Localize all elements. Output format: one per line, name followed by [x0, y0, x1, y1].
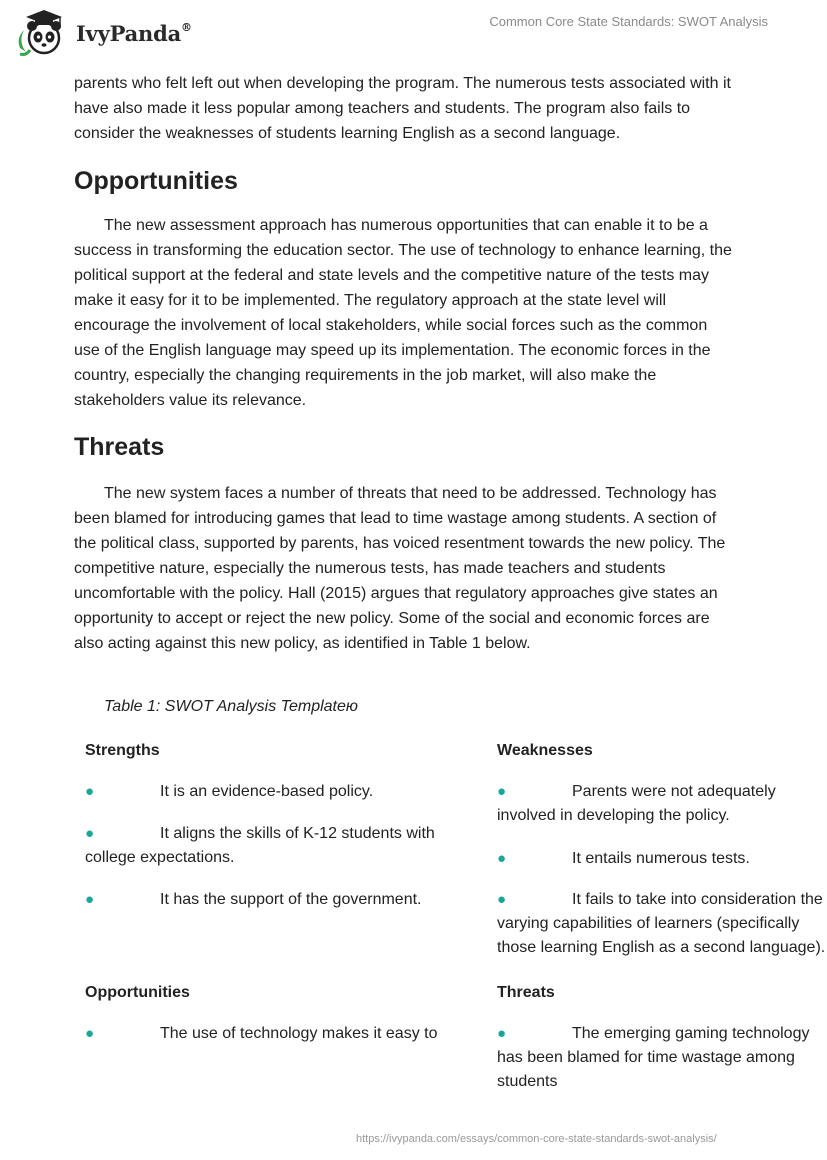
section-heading-opportunities: Opportunities	[74, 167, 238, 195]
threats-item: ● The emerging gaming technology has been blamed for time wastage among students	[497, 1022, 827, 1094]
threats-heading: Threats	[497, 984, 555, 1001]
intro-paragraph-block	[74, 71, 734, 146]
footer-source-link[interactable]: https://ivypanda.com/essays/common-core-state-standards-swot-analysis/	[356, 1133, 717, 1145]
strengths-heading: Strengths	[85, 742, 160, 759]
strengths-item: ● It aligns the skills of K-12 students with college expectations.	[85, 822, 465, 870]
weaknesses-item: ● Parents were not adequately involved in developing the policy.	[497, 780, 827, 828]
strengths-item: ● It has the support of the government.	[85, 888, 465, 912]
document-title: Common Core State Standards: SWOT Analysis	[489, 14, 768, 29]
intro-paragraph: parents who felt left out when developing the program. The numerous tests associated with it have also made it less popular among teachers and students. The program also fails to consider the weaknesses of students learning English as a second language.	[74, 75, 731, 142]
strengths-item: ● It is an evidence-based policy.	[85, 780, 465, 804]
bullet-icon: ●	[497, 850, 507, 867]
bullet-icon: ●	[497, 783, 507, 800]
opportunities-paragraph: The new assessment approach has numerous opportunities that can enable it to be a success in transforming the education sector. The use of technology to enhance learning, the political support at the federal and state levels and the competitive nature of the tests may make it easy for it to be implemented. The regulatory approach at the state level will encourage the involvement of local stakeholders, while social forces such as the common use of the English language may speed up its implementation. The economic forces in the country, especially the changing requirements in the job market, will also make the stakeholders value its relevance.	[74, 217, 732, 409]
weaknesses-heading: Weaknesses	[497, 742, 593, 759]
panda-graduation-cap-icon	[14, 8, 74, 60]
bullet-icon: ●	[85, 783, 95, 800]
bullet-icon: ●	[85, 825, 95, 842]
bullet-icon: ●	[497, 1025, 507, 1042]
threats-paragraph: The new system faces a number of threats that need to be addressed. Technology has been blamed for introducing games that lead to time wastage among students. A section of the political class, supported by parents, has voiced resentment towards the new policy. The competitive nature, especially the numerous tests, has made teachers and students uncomfortable with the policy. Hall (2015) argues that regulatory approaches give states an opportunity to accept or reject the new policy. Some of the social and economic forces are also acting against this new policy, as identified in Table 1 below.	[74, 485, 726, 652]
opportunities-paragraph-block	[74, 213, 734, 413]
section-heading-threats: Threats	[74, 433, 165, 461]
brand-name: IvyPanda®	[76, 21, 192, 46]
bullet-icon: ●	[85, 1025, 95, 1042]
page-header	[0, 0, 800, 66]
weaknesses-item: ● It fails to take into consideration the varying capabilities of learners (specifically those learning English as a second language).	[497, 888, 827, 960]
brand-logo[interactable]	[14, 8, 214, 60]
threats-section	[74, 432, 734, 462]
bullet-icon: ●	[497, 891, 507, 908]
table-caption: Table 1: SWOT Analysis Templateю	[104, 698, 358, 715]
weaknesses-item: ● It entails numerous tests.	[497, 847, 827, 871]
opportunities-heading: Opportunities	[85, 984, 190, 1001]
bullet-icon: ●	[85, 891, 95, 908]
opportunities-item: ● The use of technology makes it easy to	[85, 1022, 465, 1046]
opportunities-section	[74, 166, 734, 196]
threats-paragraph-block	[74, 481, 734, 656]
swot-table	[85, 739, 827, 1090]
